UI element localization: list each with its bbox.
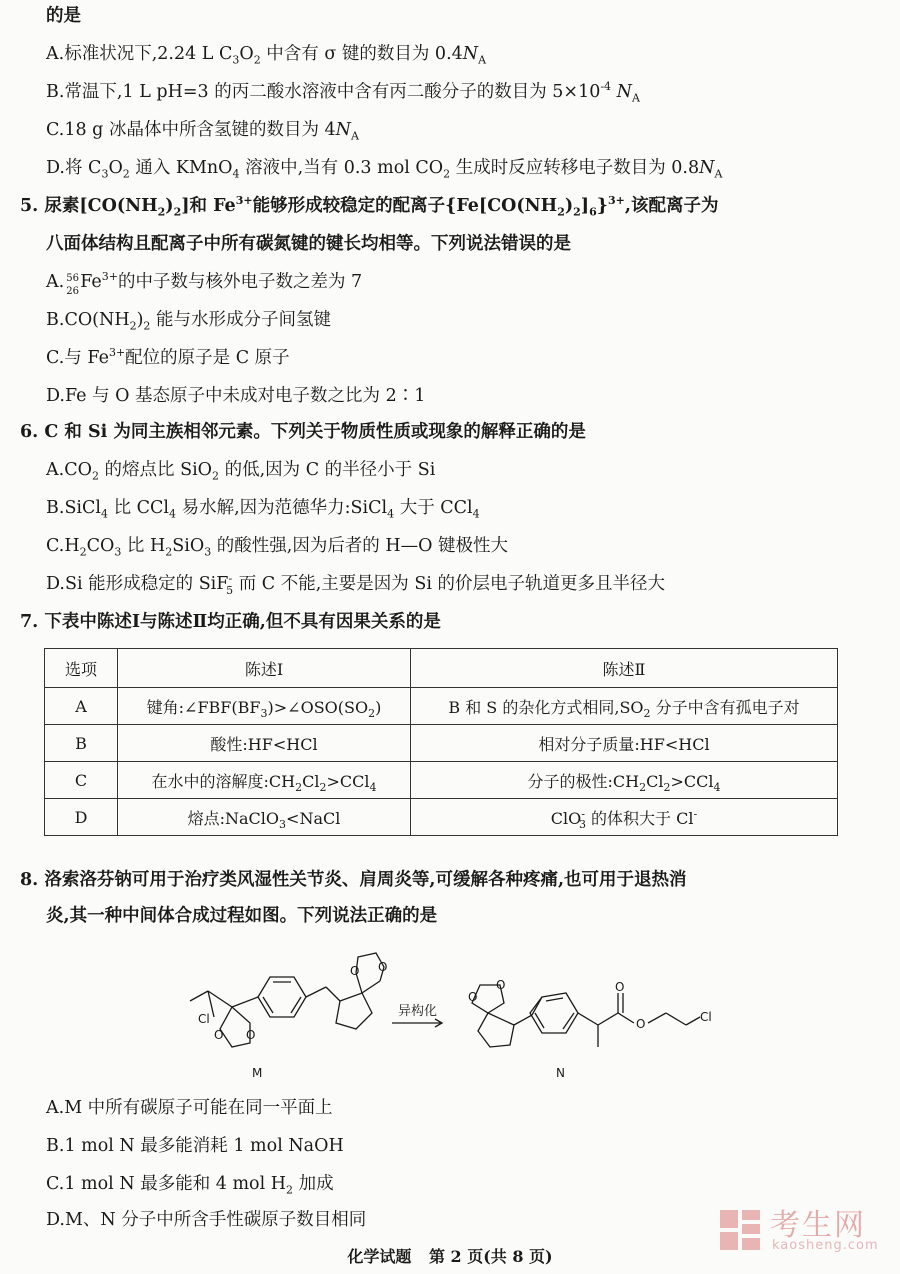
q8-option-b: B.1 mol N 最多能消耗 1 mol NaOH <box>46 1136 344 1156</box>
q8-option-a: A.M 中所有碳原子可能在同一平面上 <box>46 1098 333 1118</box>
n-carbonyl-o-label: O <box>615 980 625 994</box>
q7-stem: 7. 下表中陈述Ⅰ与陈述Ⅱ均正确,但不具有因果关系的是 <box>20 612 441 632</box>
m-cl-label: Cl <box>198 1012 210 1026</box>
table-row <box>45 688 838 725</box>
q4-option-a: A.标准状况下,2.24 L $C_3O_2$ 中含有 σ 键的数目为 $0.4N_A$ <box>46 44 487 67</box>
row-d-option: D <box>45 799 118 836</box>
watermark-brand: 考生网 <box>770 1208 866 1243</box>
q8-stem-line1: 8. 洛索洛芬钠可用于治疗类风湿性关节炎、肩周炎等,可缓解各种疼痛,也可用于退热消 <box>20 870 687 890</box>
q4-option-b: B.常温下,1 L pH=3 的丙二酸水溶液中含有丙二酸分子的数目为 $5\times 10^{-4}$ $N_A$ <box>46 80 640 105</box>
header-statement-2: 陈述Ⅱ <box>411 649 838 688</box>
row-c-statement-2: 分子的极性$:CH_2Cl_2>CCl_4$ <box>411 762 838 799</box>
reaction-scheme <box>180 935 740 1085</box>
header-statement-1: 陈述Ⅰ <box>118 649 411 688</box>
watermark-logo-icon <box>718 1204 764 1254</box>
row-c-option: C <box>45 762 118 799</box>
row-c-statement-1: 在水中的溶解度$:CH_2Cl_2>CCl_4$ <box>118 762 411 799</box>
q8-option-c: C.1 mol N 最多能和 4 mol $H_2$ 加成 <box>46 1174 334 1197</box>
q8-option-d: D.M、N 分子中所含手性碳原子数目相同 <box>46 1210 367 1230</box>
m-spiro-o-label: O <box>378 960 388 974</box>
row-a-statement-2: B 和 S 的杂化方式相同$,SO_2$ 分子中含有孤电子对 <box>411 688 838 725</box>
row-b-option: B <box>45 725 118 762</box>
header-option: 选项 <box>45 649 118 688</box>
q6-option-b: B.SiCl$_4$ 比 CCl$_4$ 易水解,因为范德华力:SiCl$_4$ 大于 CCl$_4$ <box>46 498 480 521</box>
q8-stem-line2: 炎,其一种中间体合成过程如图。下列说法正确的是 <box>46 906 438 926</box>
q5-option-d: D.Fe 与 O 基态原子中未成对电子数之比为 2∶1 <box>46 386 426 406</box>
q4-stem-tail: 的是 <box>46 6 81 26</box>
footer-page-number: 第 2 页(共 8 页) <box>428 1247 553 1266</box>
q6-option-c: $C.H_2CO_3$ 比 $H_2SiO_3$ 的酸性强,因为后者的 H—O 键极性大 <box>46 536 509 559</box>
q7-table <box>44 648 838 836</box>
q6-option-d: D.Si 能形成稳定的 SiF-$_5$ 而 C 不能,主要是因为 Si 的价层电子轨道更多且半径大 <box>46 572 666 597</box>
q5-option-c: C.与 $Fe^{3+}$配位的原子是 C 原子 <box>46 346 290 368</box>
q5-option-a: A. 56 26 $Fe^{3+}$的中子数与核外电子数之差为 7 <box>46 270 363 297</box>
n-cl-label: Cl <box>700 1010 712 1024</box>
compound-m-label: M <box>252 1066 263 1080</box>
q4-option-d: D.将 $C_3O_2$ 通入 KMnO$_4$ 溶液中,当有 0.3 mol $CO_2$ 生成时反应转移电子数目为 $0.8N_A$ <box>46 158 723 181</box>
row-b-statement-2: 相对分子质量:HF<HCl <box>411 725 838 762</box>
compound-n-label: N <box>556 1066 565 1080</box>
q6-option-a: $A.CO_2$ 的熔点比 SiO$_2$ 的低,因为 C 的半径小于 Si <box>46 460 436 483</box>
q6-stem: 6. C 和 Si 为同主族相邻元素。下列关于物质性质或现象的解释正确的是 <box>20 422 586 442</box>
watermark <box>718 1200 888 1260</box>
q5-stem-line1: 5. 尿素$[CO(NH_2)_2]$和 $Fe^{3+}$能够形成较稳定的配离子$\{Fe[CO(NH_2)_2]_6\}^{3+}$,该配离子为 <box>20 194 719 219</box>
footer-subject: 化学试题 <box>347 1247 412 1266</box>
n-spiro-o-label: O <box>468 990 478 1004</box>
table-row <box>45 762 838 799</box>
row-a-statement-1: 键角$:\angle FBF(BF_3)>\angle OSO(SO_2)$ <box>118 688 411 725</box>
row-d-statement-1: 熔点:NaClO$_3$<NaCl <box>118 799 411 836</box>
n-ester-o-label: O <box>636 1017 646 1031</box>
table-row <box>45 725 838 762</box>
q4-option-c: C.18 g 冰晶体中所含氢键的数目为 $4N_A$ <box>46 120 359 143</box>
table-header-row <box>45 649 838 688</box>
m-ring-o-label: O <box>246 1028 256 1042</box>
row-b-statement-1: 酸性:HF<HCl <box>118 725 411 762</box>
watermark-site: kaosheng.com <box>772 1238 879 1253</box>
reaction-scheme-svg <box>180 935 740 1085</box>
row-a-option: A <box>45 688 118 725</box>
table-row <box>45 799 838 836</box>
m-spiro-o-label: O <box>350 964 360 978</box>
q5-stem-line2: 八面体结构且配离子中所有碳氮键的键长均相等。下列说法错误的是 <box>46 234 571 254</box>
row-d-statement-2: ClO-$_3$ 的体积大于 Cl- <box>411 799 838 836</box>
n-spiro-o-label: O <box>496 978 506 992</box>
m-ring-o-label: O <box>214 1028 224 1042</box>
arrow-label: 异构化 <box>398 1004 438 1019</box>
q5-option-b: $B.CO(NH_2)_2$ 能与水形成分子间氢键 <box>46 310 331 333</box>
